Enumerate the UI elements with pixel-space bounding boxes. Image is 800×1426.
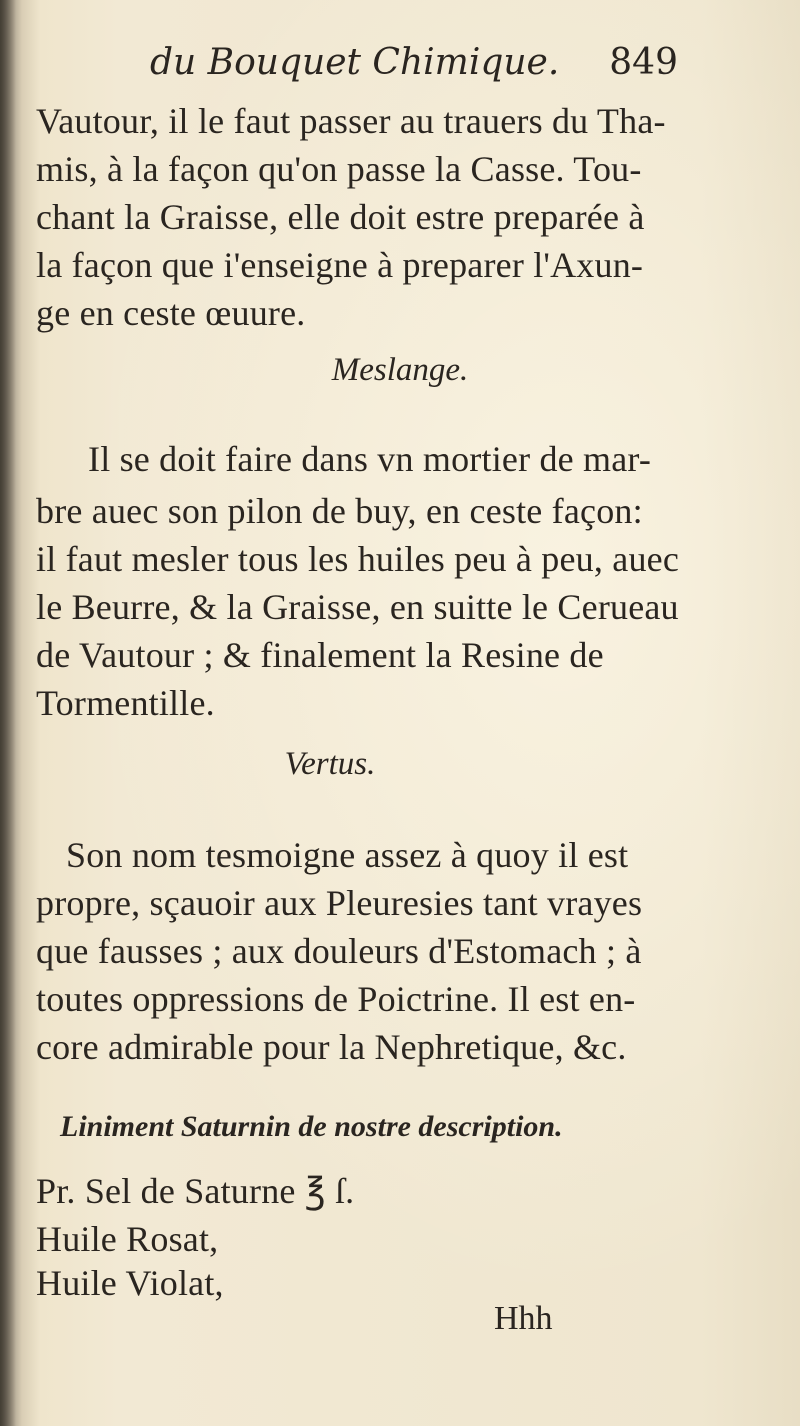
text-line: Il se doit faire dans vn mortier de mar- bbox=[88, 439, 652, 479]
text-line: il faut mesler tous les huiles peu à peu, auec bbox=[36, 539, 679, 579]
recipe-line: Pr. Sel de Saturne ℥ ſ. bbox=[36, 1171, 355, 1211]
text-line: chant la Graisse, elle doit estre preparée à bbox=[36, 197, 645, 237]
text-line: le Beurre, & la Graisse, en suitte le Cerueau bbox=[36, 587, 679, 627]
text-line: toutes oppressions de Poictrine. Il est en- bbox=[36, 979, 636, 1019]
recipe-line: Huile Rosat, bbox=[36, 1219, 219, 1259]
heading-vertus: Vertus. bbox=[284, 746, 376, 782]
text-line: Vautour, il le faut passer au trauers du Tha- bbox=[36, 101, 666, 141]
heading-liniment: Liniment Saturnin de nostre description. bbox=[60, 1110, 563, 1143]
heading-meslange: Meslange. bbox=[331, 352, 469, 388]
binding-gutter-shadow bbox=[0, 0, 16, 1426]
text-line: ge en ceste œuure. bbox=[36, 293, 306, 333]
recipe-line: Huile Violat, bbox=[36, 1263, 224, 1303]
signature-mark: Hhh bbox=[494, 1300, 553, 1337]
text-line: Son nom tesmoigne assez à quoy il est bbox=[66, 835, 629, 875]
page-number: 849 bbox=[609, 42, 678, 83]
running-title: du Bouquet Chimique. bbox=[150, 42, 560, 83]
text-line: la façon que i'enseigne à preparer l'Axun- bbox=[36, 245, 644, 285]
text-line: de Vautour ; & finalement la Resine de bbox=[36, 635, 604, 675]
text-line: Tormentille. bbox=[36, 683, 215, 723]
text-line: que fausses ; aux douleurs d'Estomach ; à bbox=[36, 931, 642, 971]
text-line: propre, sçauoir aux Pleuresies tant vrayes bbox=[36, 883, 643, 923]
page-header bbox=[150, 42, 690, 96]
text-line: core admirable pour la Nephretique, &c. bbox=[36, 1027, 627, 1067]
text-line: bre auec son pilon de buy, en ceste façon: bbox=[36, 491, 643, 531]
text-line: mis, à la façon qu'on passe la Casse. Tou- bbox=[36, 149, 642, 189]
